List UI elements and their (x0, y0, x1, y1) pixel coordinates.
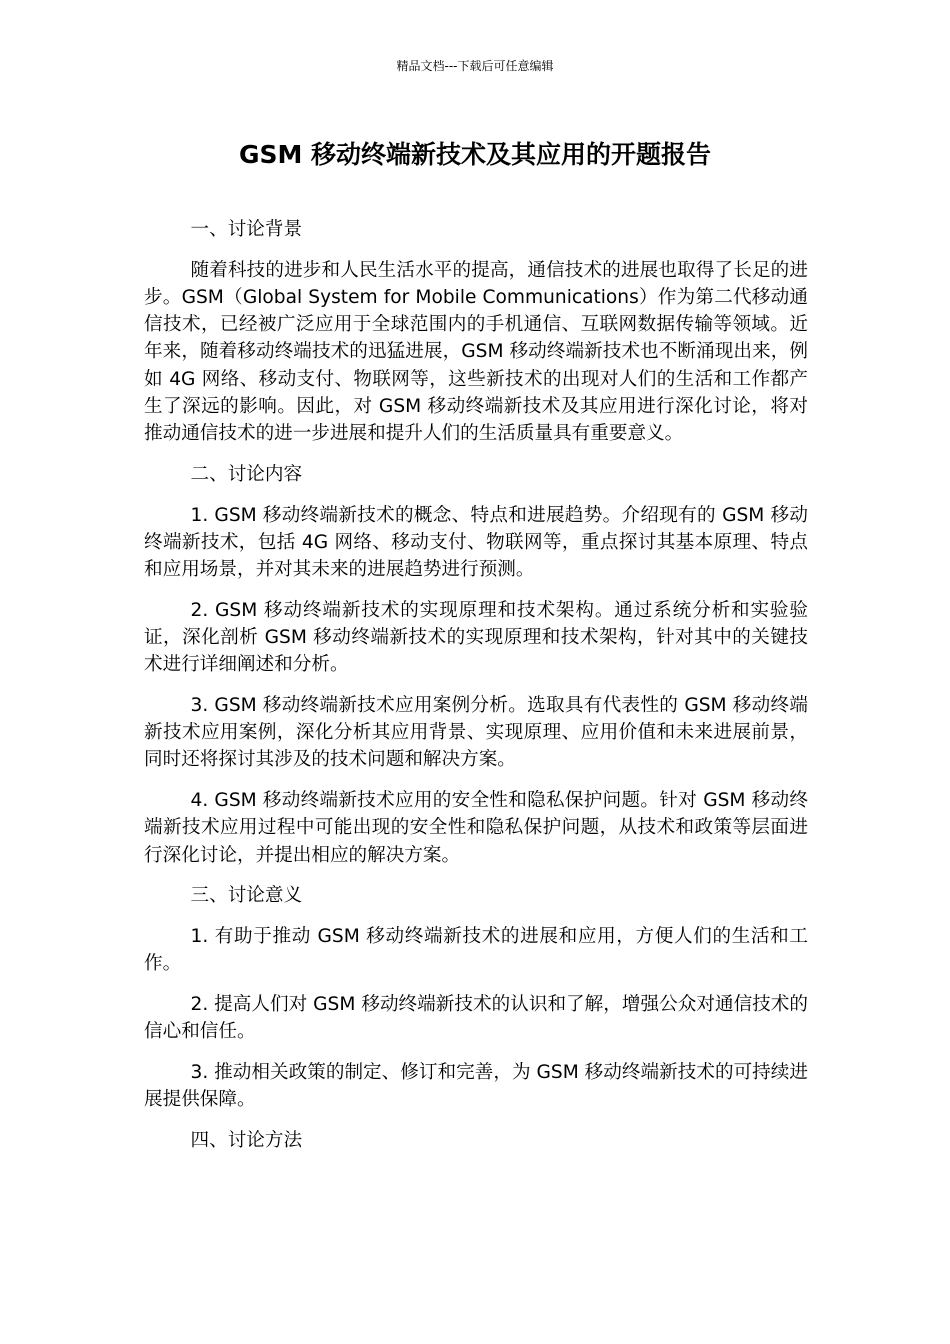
paragraph-content-item-4: 4. GSM 移动终端新技术应用的安全性和隐私保护问题。针对 GSM 移动终端新技术应用过程中可能出现的安全性和隐私保护问题，从技术和政策等层面进行深化讨论，并提出相应的解决方案。 (144, 790, 808, 866)
section-heading-significance: 三、讨论意义 (190, 885, 303, 907)
paragraph-content-item-2: 2. GSM 移动终端新技术的实现原理和技术架构。通过系统分析和实验验证，深化剖析 GSM 移动终端新技术的实现原理和技术架构，针对其中的关键技术进行详细阐述和分析。 (144, 599, 808, 676)
section-heading-content: 二、讨论内容 (190, 463, 303, 485)
header-note: 精品文档---下载后可任意编辑 (396, 59, 554, 73)
document-body (144, 216, 808, 1168)
paragraph-significance-item-3: 3. 推动相关政策的制定、修订和完善，为 GSM 移动终端新技术的可持续进展提供保障。 (144, 1062, 808, 1111)
document-title: GSM 移动终端新技术及其应用的开题报告 (238, 140, 712, 169)
section-heading-background: 一、讨论背景 (190, 219, 303, 240)
section-heading-method: 四、讨论方法 (190, 1130, 303, 1152)
paragraph-significance-item-1: 1. 有助于推动 GSM 移动终端新技术的进展和应用，方便人们的生活和工作。 (144, 926, 808, 975)
paragraph-significance-item-2: 2. 提高人们对 GSM 移动终端新技术的认识和了解，增强公众对通信技术的信心和信任。 (144, 994, 808, 1043)
paragraph-content-item-3: 3. GSM 移动终端新技术应用案例分析。选取具有代表性的 GSM 移动终端新技术应用案例，深化分析其应用背景、实现原理、应用价值和未来进展前景，同时还将探讨其涉及的技术问题和解决方案。 (144, 695, 808, 771)
paragraph-content-item-1: 1. GSM 移动终端新技术的概念、特点和进展趋势。介绍现有的 GSM 移动终端新技术，包括 4G 网络、移动支付、物联网等，重点探讨其基本原理、特点和应用场景，并对其未来的进展趋势进行预测。 (144, 504, 808, 581)
paragraph-background: 随着科技的进步和人民生活水平的提高，通信技术的进展也取得了长足的进步。GSM（Global System for Mobile Communications）作为第二代移动通信技术，已经被广泛应用于全球范围内的手机通信、互联网数据传输等领域。近年来，随着移动终端技术的迅猛进展，GSM 移动终端新技术也不断涌现出来，例如 4G 网络、移动支付、物联网等，这些新技术的出现对人们的生活和工作都产生了深远的影响。因此，对 GSM 移动终端新技术及其应用进行深化讨论，将对推动通信技术的进一步进展和提升人们的生活质量具有重要意义。 (144, 259, 808, 445)
